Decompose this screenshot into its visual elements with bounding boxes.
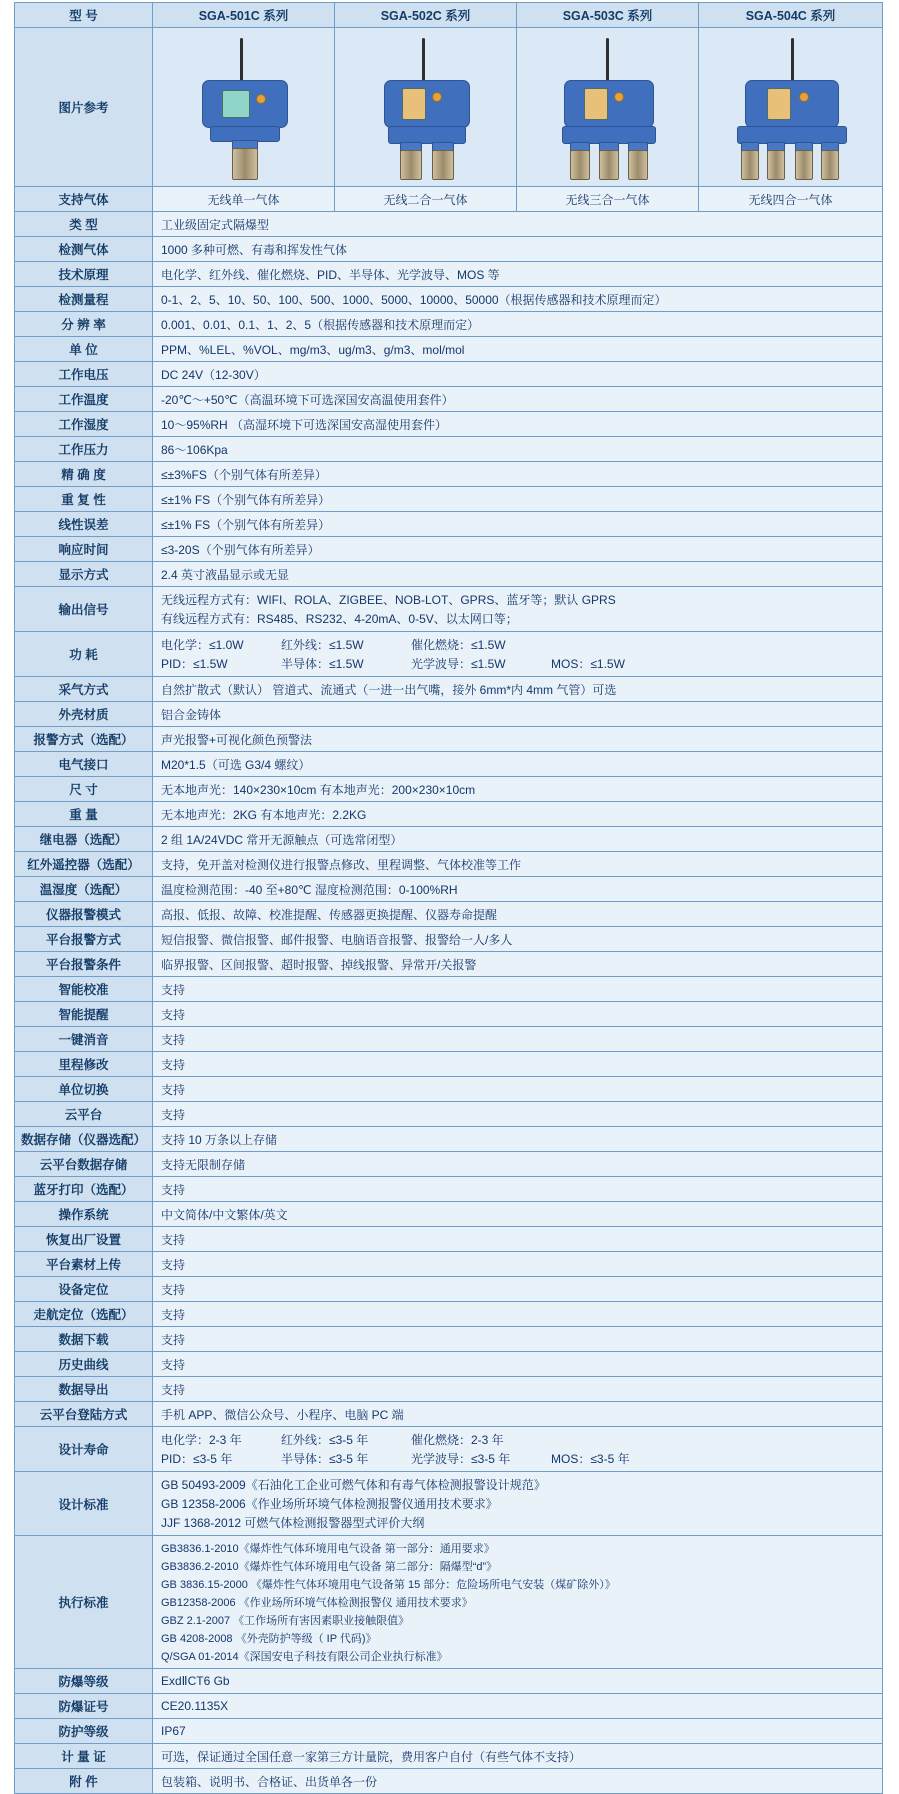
execution-standard-row — [15, 1536, 883, 1669]
table-row — [15, 237, 883, 262]
table-row — [15, 727, 883, 752]
table-row — [15, 852, 883, 877]
table-row — [15, 1352, 883, 1377]
model-504c: SGA-504C 系列 — [699, 3, 883, 28]
row-value: DC 24V（12-30V） — [153, 362, 883, 387]
row-value: 无本地声光：2KG 有本地声光：2.2KG — [153, 802, 883, 827]
row-label: 走航定位（选配） — [15, 1302, 153, 1327]
row-value: 支持 — [153, 1002, 883, 1027]
row-value: PPM、%LEL、%VOL、mg/m3、ug/m3、g/m3、mol/mol — [153, 337, 883, 362]
table-row — [15, 1177, 883, 1202]
row-value: 声光报警+可视化颜色预警法 — [153, 727, 883, 752]
row-label: 温湿度（选配） — [15, 877, 153, 902]
row-label: 工作湿度 — [15, 412, 153, 437]
row-value: 支持，免开盖对检测仪进行报警点修改、里程调整、气体校准等工作 — [153, 852, 883, 877]
device-image-503c — [517, 28, 699, 187]
table-row — [15, 1252, 883, 1277]
row-label: 云平台登陆方式 — [15, 1402, 153, 1427]
table-row — [15, 387, 883, 412]
row-label: 计 量 证 — [15, 1744, 153, 1769]
row-value: 自然扩散式（默认） 管道式、流通式（一进一出气嘴，接外 6mm*内 4mm 气管）可选 — [153, 677, 883, 702]
row-value: 支持 10 万条以上存储 — [153, 1127, 883, 1152]
row-label: 检测量程 — [15, 287, 153, 312]
device-image-501c — [153, 28, 335, 187]
row-value: ≤±1% FS（个别气体有所差异） — [153, 512, 883, 537]
row-label: 采气方式 — [15, 677, 153, 702]
execution-standard-label: 执行标准 — [15, 1536, 153, 1669]
gas-support-503c: 无线三合一气体 — [517, 187, 699, 212]
table-row — [15, 1719, 883, 1744]
table-row — [15, 1302, 883, 1327]
power-label: 功 耗 — [15, 632, 153, 677]
power-pid: PID：≤1.5W — [161, 657, 228, 671]
row-label: 报警方式（选配） — [15, 727, 153, 752]
table-row — [15, 362, 883, 387]
row-value: 支持无限制存储 — [153, 1152, 883, 1177]
output-signal-row — [15, 587, 883, 632]
row-label: 附 件 — [15, 1769, 153, 1794]
row-label: 一键消音 — [15, 1027, 153, 1052]
design-standard-line: JJF 1368-2012 可燃气体检测报警器型式评价大纲 — [161, 1516, 425, 1530]
table-row — [15, 827, 883, 852]
execution-standard-line: GB12358-2006 《作业场所环境气体检测报警仪 通用技术要求》 — [161, 1597, 473, 1609]
row-label: 红外遥控器（选配） — [15, 852, 153, 877]
row-label: 里程修改 — [15, 1052, 153, 1077]
row-label: 单位切换 — [15, 1077, 153, 1102]
power-line-1 — [161, 635, 878, 654]
execution-standard-line: GB3836.1-2010《爆炸性气体环境用电气设备 第一部分：通用要求》 — [161, 1543, 495, 1555]
table-row — [15, 902, 883, 927]
design-standard-line: GB 12358-2006《作业场所环境气体检测报警仪通用技术要求》 — [161, 1497, 498, 1511]
table-row — [15, 1694, 883, 1719]
row-label: 数据存储（仪器选配） — [15, 1127, 153, 1152]
execution-standard-value — [153, 1536, 883, 1669]
row-label: 智能提醒 — [15, 1002, 153, 1027]
row-value: 1000 多种可燃、有毒和挥发性气体 — [153, 237, 883, 262]
table-row — [15, 412, 883, 437]
row-label: 工作压力 — [15, 437, 153, 462]
model-501c: SGA-501C 系列 — [153, 3, 335, 28]
row-value: 2 组 1A/24VDC 常开无源触点（可选常闭型） — [153, 827, 883, 852]
table-row — [15, 487, 883, 512]
row-value: 支持 — [153, 1352, 883, 1377]
row-value: 铝合金铸体 — [153, 702, 883, 727]
row-value: 支持 — [153, 1052, 883, 1077]
row-label: 平台素材上传 — [15, 1252, 153, 1277]
row-label: 云平台数据存储 — [15, 1152, 153, 1177]
row-value: 温度检测范围：-40 至+80℃ 湿度检测范围：0-100%RH — [153, 877, 883, 902]
row-value: 0-1、2、5、10、50、100、500、1000、5000、10000、50000（根据传感器和技术原理而定） — [153, 287, 883, 312]
table-header-row — [15, 3, 883, 28]
row-label: 尺 寸 — [15, 777, 153, 802]
row-label: 防爆等级 — [15, 1669, 153, 1694]
row-label: 线性误差 — [15, 512, 153, 537]
gas-support-row — [15, 187, 883, 212]
row-value: 支持 — [153, 1102, 883, 1127]
device-image-504c — [699, 28, 883, 187]
row-label: 继电器（选配） — [15, 827, 153, 852]
lifetime-optical: 光学波导：≤3-5 年 — [411, 1452, 511, 1466]
table-row — [15, 952, 883, 977]
table-row — [15, 462, 883, 487]
row-value: 86～106Kpa — [153, 437, 883, 462]
row-value: 支持 — [153, 1077, 883, 1102]
row-value: 支持 — [153, 1177, 883, 1202]
row-label: 单 位 — [15, 337, 153, 362]
table-row — [15, 287, 883, 312]
row-value: IP67 — [153, 1719, 883, 1744]
row-label: 检测气体 — [15, 237, 153, 262]
row-label: 精 确 度 — [15, 462, 153, 487]
table-row — [15, 1327, 883, 1352]
lifetime-pid: PID：≤3-5 年 — [161, 1452, 233, 1466]
row-label: 平台报警方式 — [15, 927, 153, 952]
row-value: 短信报警、微信报警、邮件报警、电脑语音报警、报警给一人/多人 — [153, 927, 883, 952]
row-label: 操作系统 — [15, 1202, 153, 1227]
power-electrochemical: 电化学：≤1.0W — [161, 638, 244, 652]
image-row-label: 图片参考 — [15, 28, 153, 187]
table-row — [15, 927, 883, 952]
lifetime-catalytic: 催化燃烧：2-3 年 — [411, 1433, 504, 1447]
table-row — [15, 1669, 883, 1694]
row-value: 2.4 英寸液晶显示或无显 — [153, 562, 883, 587]
power-row — [15, 632, 883, 677]
row-label: 工作电压 — [15, 362, 153, 387]
table-row — [15, 1002, 883, 1027]
row-label: 显示方式 — [15, 562, 153, 587]
design-standard-value — [153, 1472, 883, 1536]
power-semiconductor: 半导体：≤1.5W — [281, 657, 364, 671]
table-row — [15, 562, 883, 587]
row-value: 支持 — [153, 1227, 883, 1252]
table-row — [15, 677, 883, 702]
table-row — [15, 1102, 883, 1127]
design-standard-label: 设计标准 — [15, 1472, 153, 1536]
output-wired: 有线远程方式有：RS485、RS232、4-20mA、0-5V、以太网口等； — [161, 612, 518, 626]
output-signal-label: 输出信号 — [15, 587, 153, 632]
model-label: 型 号 — [15, 3, 153, 28]
table-row — [15, 1377, 883, 1402]
row-value: 无本地声光：140×230×10cm 有本地声光：200×230×10cm — [153, 777, 883, 802]
execution-standard-line: GBZ 2.1-2007 《工作场所有害因素职业接触限值》 — [161, 1615, 410, 1627]
lifetime-value — [153, 1427, 883, 1472]
row-value: CE20.1135X — [153, 1694, 883, 1719]
row-label: 重 量 — [15, 802, 153, 827]
row-value: 支持 — [153, 1277, 883, 1302]
table-row — [15, 1227, 883, 1252]
table-row — [15, 1744, 883, 1769]
row-value: 包装箱、说明书、合格证、出货单各一份 — [153, 1769, 883, 1794]
row-label: 智能校准 — [15, 977, 153, 1002]
row-label: 防爆证号 — [15, 1694, 153, 1719]
table-row — [15, 312, 883, 337]
table-row — [15, 777, 883, 802]
row-label: 电气接口 — [15, 752, 153, 777]
table-row — [15, 752, 883, 777]
design-standard-line: GB 50493-2009《石油化工企业可燃气体和有毒气体检测报警设计规范》 — [161, 1478, 546, 1492]
row-value: 临界报警、区间报警、超时报警、掉线报警、异常开/关报警 — [153, 952, 883, 977]
lifetime-electrochemical: 电化学：2-3 年 — [161, 1433, 242, 1447]
table-row — [15, 212, 883, 237]
row-value: 支持 — [153, 977, 883, 1002]
device-image-502c — [335, 28, 517, 187]
row-value: 电化学、红外线、催化燃烧、PID、半导体、光学波导、MOS 等 — [153, 262, 883, 287]
table-row — [15, 1402, 883, 1427]
table-row — [15, 1052, 883, 1077]
gas-support-502c: 无线二合一气体 — [335, 187, 517, 212]
row-value: 10～95%RH （高湿环境下可选深国安高湿使用套件） — [153, 412, 883, 437]
row-label: 数据导出 — [15, 1377, 153, 1402]
table-row — [15, 1127, 883, 1152]
row-value: 可选，保证通过全国任意一家第三方计量院，费用客户自付（有些气体不支持） — [153, 1744, 883, 1769]
power-infrared: 红外线：≤1.5W — [281, 638, 364, 652]
row-label: 云平台 — [15, 1102, 153, 1127]
table-row — [15, 337, 883, 362]
spec-sheet — [0, 2, 899, 1794]
table-row — [15, 1152, 883, 1177]
power-line-2 — [161, 654, 878, 673]
row-label: 类 型 — [15, 212, 153, 237]
table-row — [15, 1027, 883, 1052]
lifetime-infrared: 红外线：≤3-5 年 — [281, 1433, 369, 1447]
row-label: 平台报警条件 — [15, 952, 153, 977]
execution-standard-line: GB3836.2-2010《爆炸性气体环境用电气设备 第二部分：隔爆型“d”》 — [161, 1561, 498, 1573]
row-value: 支持 — [153, 1252, 883, 1277]
table-row — [15, 262, 883, 287]
gas-support-501c: 无线单一气体 — [153, 187, 335, 212]
row-label: 技术原理 — [15, 262, 153, 287]
gas-support-504c: 无线四合一气体 — [699, 187, 883, 212]
lifetime-line-2 — [161, 1449, 878, 1468]
model-502c: SGA-502C 系列 — [335, 3, 517, 28]
table-row — [15, 512, 883, 537]
row-value: 中文简体/中文繁体/英文 — [153, 1202, 883, 1227]
row-label: 仪器报警模式 — [15, 902, 153, 927]
lifetime-row — [15, 1427, 883, 1472]
gas-support-label: 支持气体 — [15, 187, 153, 212]
row-value: 0.001、0.01、0.1、1、2、5（根据传感器和技术原理而定） — [153, 312, 883, 337]
row-value: ≤3-20S（个别气体有所差异） — [153, 537, 883, 562]
row-label: 重 复 性 — [15, 487, 153, 512]
row-value: ≤±1% FS（个别气体有所差异） — [153, 487, 883, 512]
table-row — [15, 1769, 883, 1794]
row-value: 支持 — [153, 1377, 883, 1402]
execution-standard-line: GB 3836.15-2000 《爆炸性气体环境用电气设备第 15 部分：危险场所电气安装（煤矿除外）》 — [161, 1579, 616, 1591]
row-label: 工作温度 — [15, 387, 153, 412]
row-label: 数据下载 — [15, 1327, 153, 1352]
table-row — [15, 1077, 883, 1102]
table-row — [15, 877, 883, 902]
table-row — [15, 702, 883, 727]
image-row — [15, 28, 883, 187]
power-optical: 光学波导：≤1.5W — [411, 657, 506, 671]
output-wireless: 无线远程方式有：WIFI、ROLA、ZIGBEE、NOB-LOT、GPRS、蓝牙等；默认 GPRS — [161, 593, 616, 607]
row-label: 恢复出厂设置 — [15, 1227, 153, 1252]
model-503c: SGA-503C 系列 — [517, 3, 699, 28]
row-value: M20*1.5（可选 G3/4 螺纹） — [153, 752, 883, 777]
row-value: 手机 APP、微信公众号、小程序、电脑 PC 端 — [153, 1402, 883, 1427]
specification-table — [14, 2, 883, 1794]
row-label: 蓝牙打印（选配） — [15, 1177, 153, 1202]
lifetime-semiconductor: 半导体：≤3-5 年 — [281, 1452, 369, 1466]
row-value: ≤±3%FS（个别气体有所差异） — [153, 462, 883, 487]
row-value: 支持 — [153, 1302, 883, 1327]
row-label: 外壳材质 — [15, 702, 153, 727]
table-row — [15, 1277, 883, 1302]
row-label: 响应时间 — [15, 537, 153, 562]
power-catalytic: 催化燃烧：≤1.5W — [411, 638, 506, 652]
execution-standard-line: GB 4208-2008 《外壳防护等级（ IP 代码)》 — [161, 1633, 377, 1645]
lifetime-label: 设计寿命 — [15, 1427, 153, 1472]
power-mos: MOS：≤1.5W — [551, 657, 625, 671]
table-row — [15, 977, 883, 1002]
row-value: ExdⅡCT6 Gb — [153, 1669, 883, 1694]
row-value: 支持 — [153, 1027, 883, 1052]
table-row — [15, 437, 883, 462]
table-row — [15, 1202, 883, 1227]
lifetime-line-1 — [161, 1430, 878, 1449]
row-value: 工业级固定式隔爆型 — [153, 212, 883, 237]
row-value: -20℃～+50℃（高温环境下可选深国安高温使用套件） — [153, 387, 883, 412]
row-value: 高报、低报、故障、校准提醒、传感器更换提醒、仪器寿命提醒 — [153, 902, 883, 927]
row-label: 分 辨 率 — [15, 312, 153, 337]
output-signal-value — [153, 587, 883, 632]
row-label: 防护等级 — [15, 1719, 153, 1744]
table-row — [15, 537, 883, 562]
row-value: 支持 — [153, 1327, 883, 1352]
power-value — [153, 632, 883, 677]
execution-standard-line: Q/SGA 01-2014《深国安电子科技有限公司企业执行标准》 — [161, 1651, 448, 1663]
table-row — [15, 802, 883, 827]
lifetime-mos: MOS：≤3-5 年 — [551, 1452, 630, 1466]
design-standard-row — [15, 1472, 883, 1536]
row-label: 历史曲线 — [15, 1352, 153, 1377]
row-label: 设备定位 — [15, 1277, 153, 1302]
